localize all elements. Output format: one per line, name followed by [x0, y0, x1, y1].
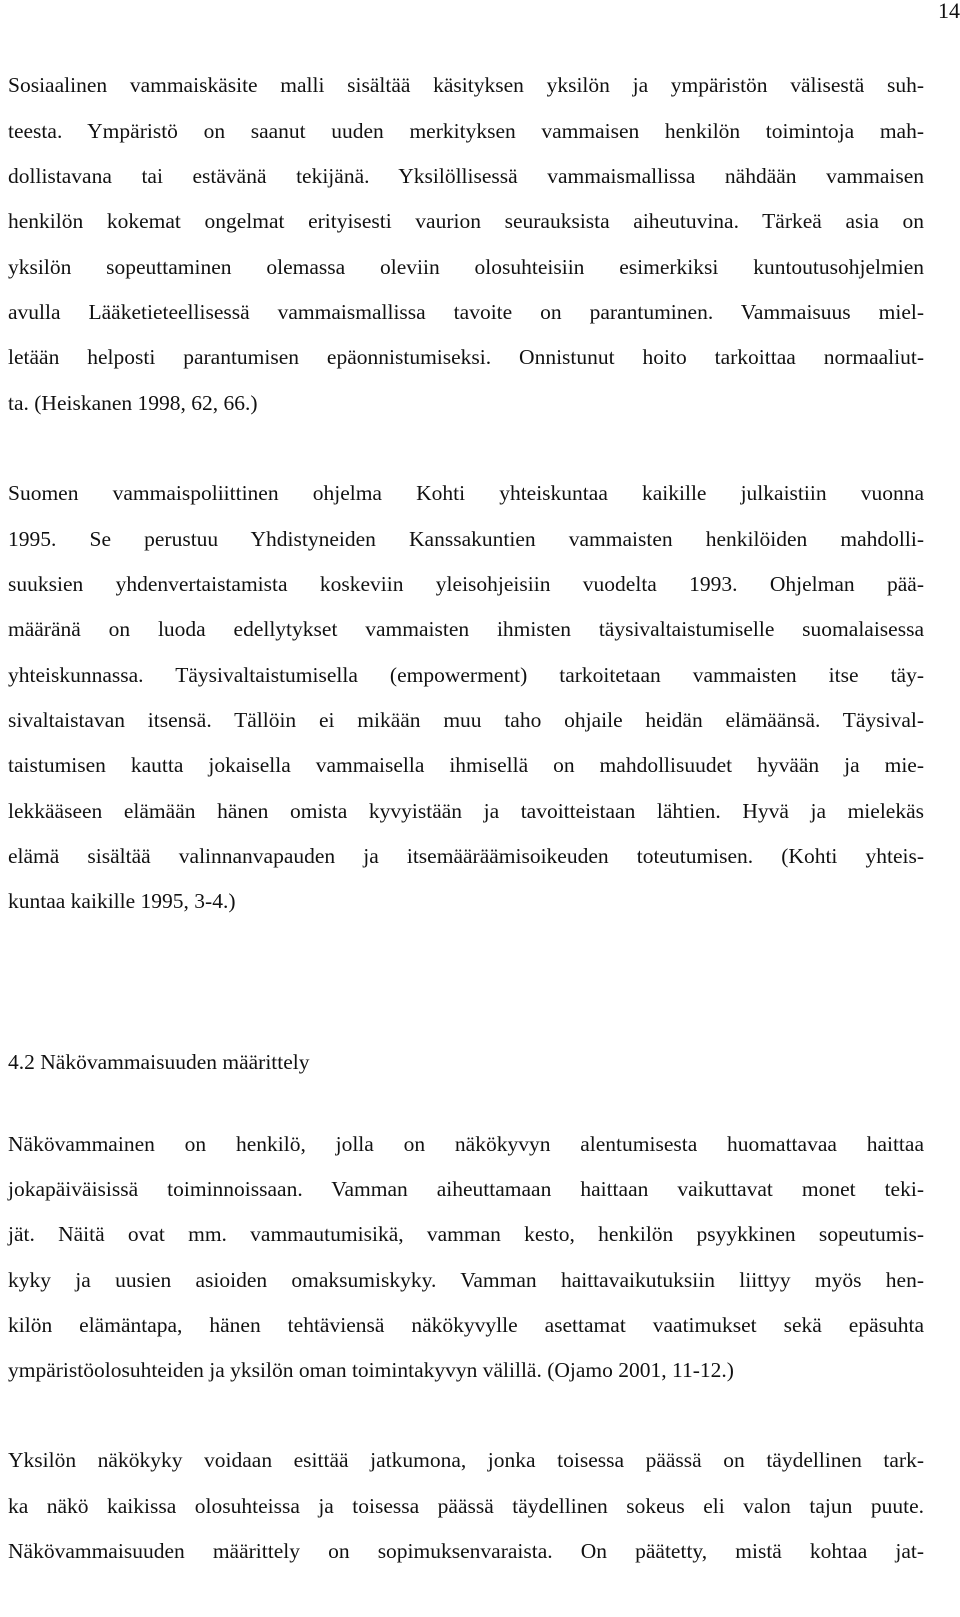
text-line: Sosiaalinen vammaiskäsite malli sisältää käsityksen yksilön ja ympäristön välisestä suh-: [8, 73, 924, 97]
text-line: yhteiskunnassa. Täysivaltaistumisella (empowerment) tarkoitetaan vammaisten itse täy-: [8, 663, 924, 687]
text-line: 1995. Se perustuu Yhdistyneiden Kanssakuntien vammaisten henkilöiden mahdolli-: [8, 527, 924, 551]
text-line: kuntaa kaikille 1995, 3-4.): [8, 889, 236, 913]
text-line: henkilön kokemat ongelmat erityisesti vaurion seurauksista aiheutuvina. Tärkeä asia on: [8, 209, 924, 233]
text-line: ta. (Heiskanen 1998, 62, 66.): [8, 391, 258, 415]
text-line: elämä sisältää valinnanvapauden ja itsemääräämisoikeuden toteutumisen. (Kohti yhteis-: [8, 844, 924, 868]
text-line: dollistavana tai estävänä tekijänä. Yksilöllisessä vammaismallissa nähdään vammaisen: [8, 164, 924, 188]
text-line: jät. Näitä ovat mm. vammautumisikä, vamman kesto, henkilön psyykkinen sopeutumis-: [8, 1222, 924, 1246]
text-line: kilön elämäntapa, hänen tehtäviensä näkökyvylle asettamat vaatimukset sekä epäsuhta: [8, 1313, 924, 1337]
text-line: ympäristöolosuhteiden ja yksilön oman toimintakyvyn välillä. (Ojamo 2001, 11-12.): [8, 1358, 734, 1382]
text-line: Suomen vammaispoliittinen ohjelma Kohti yhteiskuntaa kaikille julkaistiin vuonna: [8, 481, 924, 505]
text-line: avulla Lääketieteellisessä vammaismallissa tavoite on parantuminen. Vammaisuus miel-: [8, 300, 924, 324]
text-line: sivaltaistavan itsensä. Tällöin ei mikään muu taho ohjaile heidän elämäänsä. Täysival-: [8, 708, 924, 732]
text-line: taistumisen kautta jokaisella vammaisella ihmisellä on mahdollisuudet hyvään ja mie-: [8, 753, 924, 777]
text-line: teesta. Ympäristö on saanut uuden merkityksen vammaisen henkilön toimintoja mah-: [8, 119, 924, 143]
text-line: suuksien yhdenvertaistamista koskeviin yleisohjeisiin vuodelta 1993. Ohjelman pää-: [8, 572, 924, 596]
text-line: letään helposti parantumisen epäonnistumiseksi. Onnistunut hoito tarkoittaa normaaliut-: [8, 345, 924, 369]
text-line: Näkövammainen on henkilö, jolla on näkökyvyn alentumisesta huomattavaa haittaa: [8, 1132, 924, 1156]
text-line: jokapäiväisissä toiminnoissaan. Vamman aiheuttamaan haittaan vaikuttavat monet teki-: [8, 1177, 924, 1201]
text-line: määränä on luoda edellytykset vammaisten ihmisten täysivaltaistumiselle suomalaisessa: [8, 617, 924, 641]
text-line: yksilön sopeuttaminen olemassa oleviin olosuhteisiin esimerkiksi kuntoutusohjelmien: [8, 255, 924, 279]
page-number: 14: [938, 0, 960, 23]
section-heading: 4.2 Näkövammaisuuden määrittely: [8, 1050, 310, 1074]
text-line: lekkääseen elämään hänen omista kyvyistään ja tavoitteistaan lähtien. Hyvä ja mielekäs: [8, 799, 924, 823]
text-line: kyky ja uusien asioiden omaksumiskyky. Vamman haittavaikutuksiin liittyy myös hen-: [8, 1268, 924, 1292]
text-line: ka näkö kaikissa olosuhteissa ja toisessa päässä täydellinen sokeus eli valon tajun puute.: [8, 1494, 924, 1518]
text-line: Yksilön näkökyky voidaan esittää jatkumona, jonka toisessa päässä on täydellinen tark-: [8, 1448, 924, 1472]
text-line: Näkövammaisuuden määrittely on sopimuksenvaraista. On päätetty, mistä kohtaa jat-: [8, 1539, 924, 1563]
